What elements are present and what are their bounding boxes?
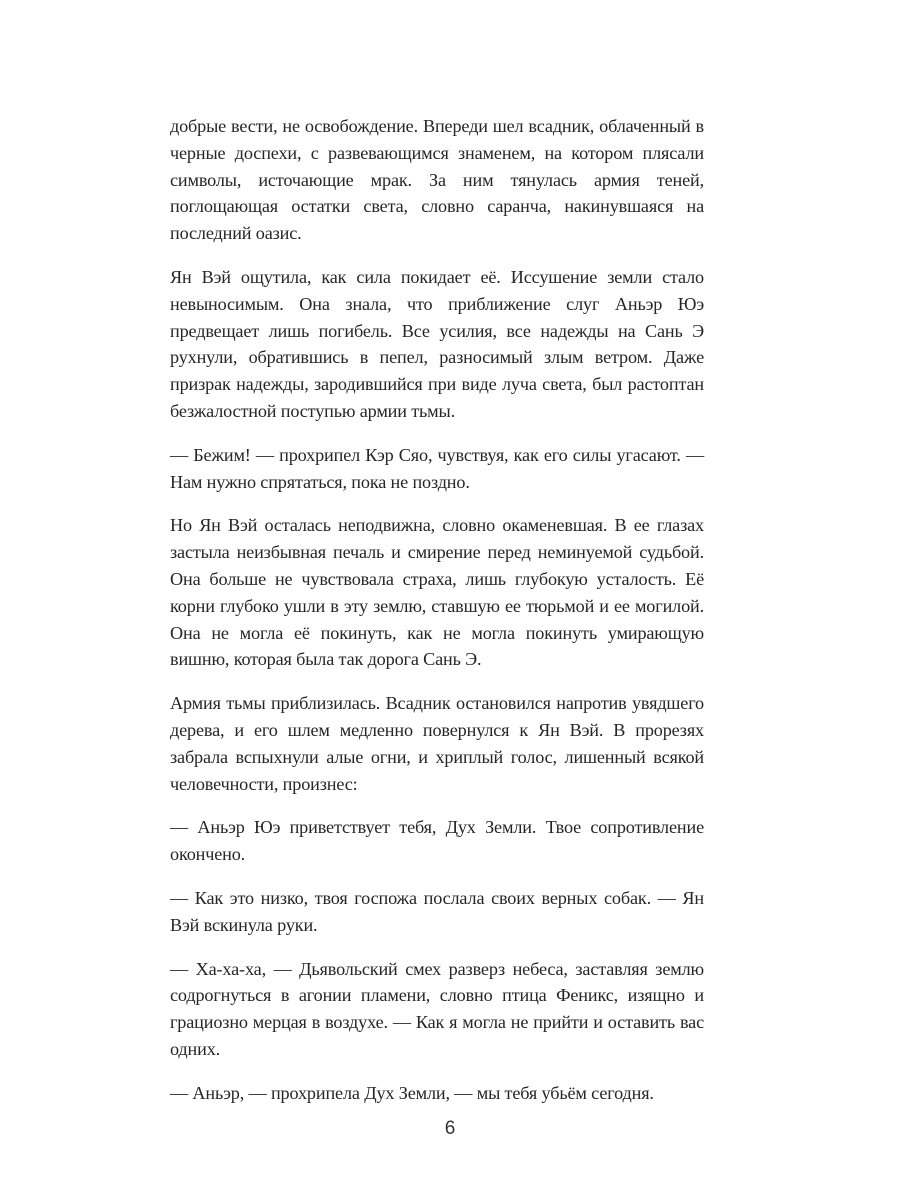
- paragraph: — Аньэр Юэ приветствует тебя, Дух Земли. Твое сопротивление окончено.: [170, 817, 704, 865]
- paragraph: — Ха-ха-ха, — Дьявольский смех разверз небеса, заставляя землю содрогнуться в агонии пламени, словно птица Феникс, изящно и грациозно мерцая в воздухе. — Как я могла не прийти и оставить вас одних.: [170, 958, 704, 1059]
- paragraph: Армия тьмы приблизилась. Всадник остановился напротив увядшего дерева, и его шлем медленно повернулся к Ян Вэй. В прорезях забрала вспыхнули алые огни, и хриплый голос, лишенный всякой человечности, произнес:: [170, 693, 704, 794]
- page-number: 6: [444, 1118, 456, 1139]
- paragraph: добрые вести, не освобождение. Впереди шел всадник, облаченный в черные доспехи, с развевающимся знаменем, на котором плясали символы, источающие мрак. За ним тянулась армия теней, поглощающая остатки света, словно саранча, накинувшаяся на последний оазис.: [170, 116, 704, 244]
- paragraph: Ян Вэй ощутила, как сила покидает её. Иссушение земли стало невыносимым. Она знала, что приближение слуг Аньэр Юэ предвещает лишь погибель. Все усилия, все надежды на Сань Э рухнули, обратившись в пепел, разносимый злым ветром. Даже призрак надежды, зародившийся при виде луча света, был растоптан безжалостной поступью армии тьмы.: [170, 266, 704, 421]
- paragraph: — Бежим! — прохрипел Кэр Сяо, чувствуя, как его силы угасают. — Нам нужно спрятаться, пока не поздно.: [170, 444, 704, 492]
- paragraph: — Как это низко, твоя госпожа послала своих верных собак. — Ян Вэй вскинула руки.: [170, 887, 704, 935]
- page-body: [170, 113, 704, 1124]
- paragraph: — Аньэр, — прохрипела Дух Земли, — мы тебя убьём сегодня.: [170, 1082, 654, 1103]
- paragraph: Но Ян Вэй осталась неподвижна, словно окаменевшая. В ее глазах застыла неизбывная печаль и смирение перед неминуемой судьбой. Она больше не чувствовала страха, лишь глубокую усталость. Её корни глубоко ушли в эту землю, ставшую ее тюрьмой и ее могилой. Она не могла её покинуть, как не могла покинуть умирающую вишню, которая была так дорога Сань Э.: [170, 515, 704, 670]
